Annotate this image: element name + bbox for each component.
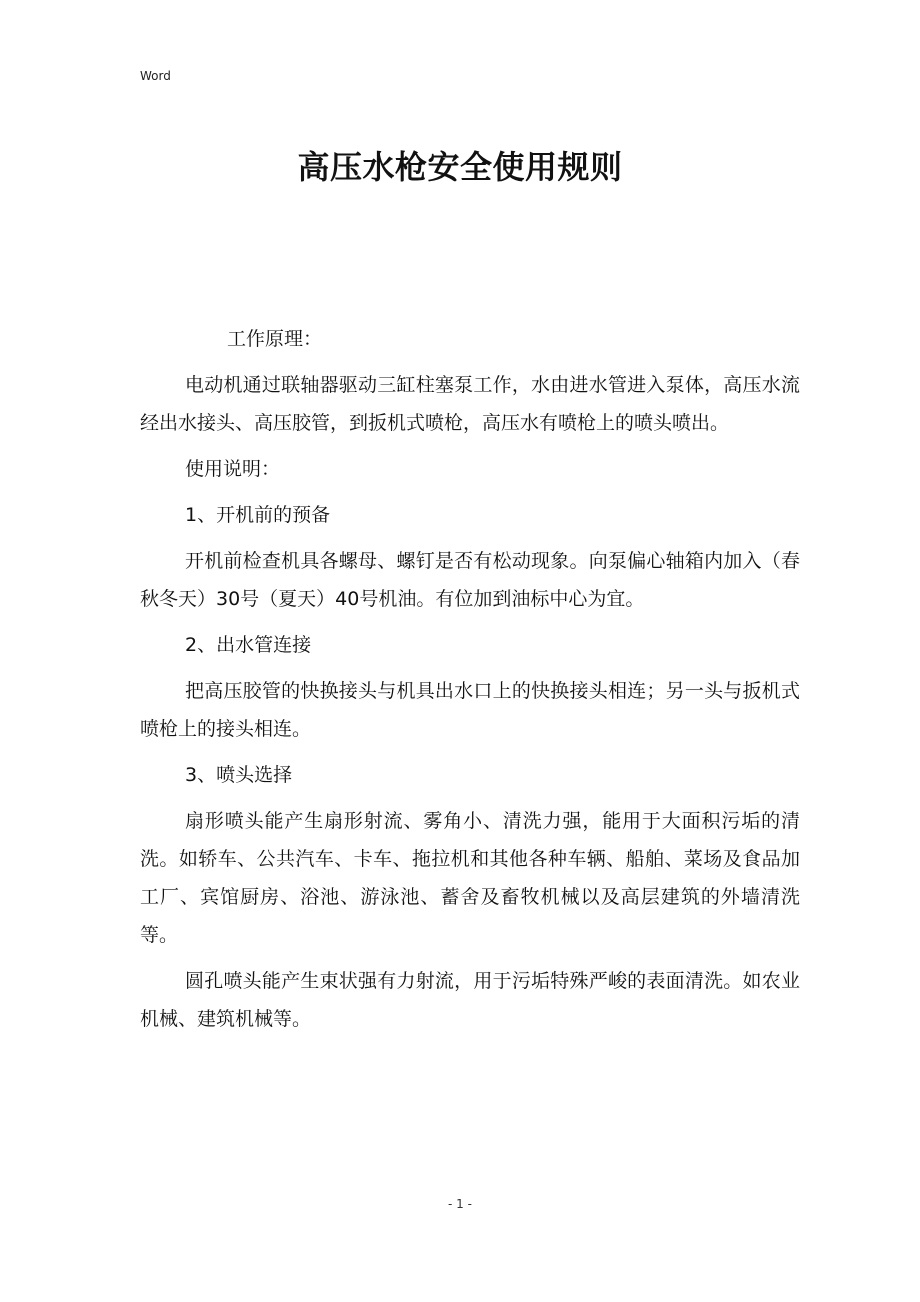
paragraph-round-nozzle: 圆孔喷头能产生束状强有力射流，用于污垢特殊严峻的表面清洗。如农业机械、建筑机械等。	[140, 970, 800, 1030]
subheading-nozzle-selection: 3、喷头选择	[185, 764, 293, 786]
section-heading-working-principle: 工作原理：	[227, 328, 323, 350]
header-app-label: Word	[140, 69, 171, 83]
paragraph-outlet-hose: 把高压胶管的快换接头与机具出水口上的快换接头相连；另一头与扳机式喷枪上的接头相连。	[140, 680, 800, 740]
paragraph-working-principle: 电动机通过联轴器驱动三缸柱塞泵工作，水由进水管进入泵体，高压水流经出水接头、高压胶管，到扳机式喷枪，高压水有喷枪上的喷头喷出。	[140, 374, 800, 434]
section-heading-usage: 使用说明：	[185, 458, 281, 480]
subheading-pre-start: 1、开机前的预备	[185, 504, 331, 526]
paragraph-fan-nozzle: 扇形喷头能产生扇形射流、雾角小、清洗力强，能用于大面积污垢的清洗。如轿车、公共汽车、卡车、拖拉机和其他各种车辆、船舶、菜场及食品加工厂、宾馆厨房、浴池、游泳池、蓄舍及畜牧机械以及高层建筑的外墙清洗等。	[140, 810, 800, 946]
page-number: - 1 -	[448, 1197, 472, 1211]
document-title: 高压水枪安全使用规则	[297, 148, 623, 186]
paragraph-pre-start: 开机前检查机具各螺母、螺钉是否有松动现象。向泵偏心轴箱内加入（春秋冬天）30号（夏天）40号机油。有位加到油标中心为宜。	[140, 550, 800, 610]
document-body	[140, 320, 800, 1046]
subheading-outlet-hose: 2、出水管连接	[185, 634, 312, 656]
